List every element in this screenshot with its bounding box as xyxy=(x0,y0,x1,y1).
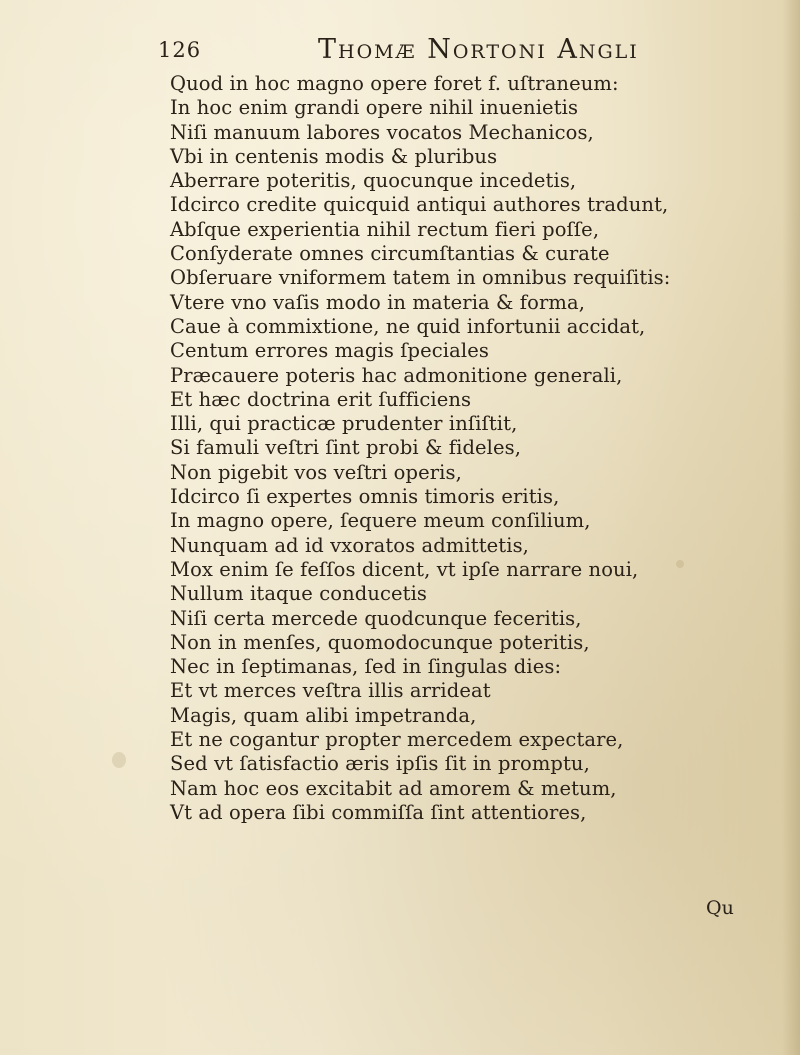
verse-line: Nullum itaque conducetis xyxy=(170,582,428,606)
verse-line: Vbi in centenis modis & pluribus xyxy=(170,144,498,168)
verse-line: Non in menſes, quomodocunque poteritis, xyxy=(170,630,590,654)
verse-line: Aberrare poteritis, quocunque incedetis, xyxy=(170,169,577,193)
foxing-spot xyxy=(676,560,684,568)
page-number: 126 xyxy=(158,38,202,62)
verse-line: Mox enim ſe feſſos dicent, vt ipſe narrare noui, xyxy=(170,557,639,581)
verse-line: Et vt merces veſtra illis arrideat xyxy=(170,679,491,703)
verse-line: Nunquam ad id vxoratos admittetis, xyxy=(170,533,529,557)
verse-line: Non pigebit vos veſtri operis, xyxy=(170,460,462,484)
verse-line: Si famuli veſtri ſint probi & fideles, xyxy=(170,436,522,460)
running-head xyxy=(158,30,678,64)
verse-line: Conſyderate omnes circumſtantias & curate xyxy=(170,242,610,266)
verse-line: Et ne cogantur propter mercedem expectare, xyxy=(170,728,624,752)
verse-line: In magno opere, ſequere meum conſilium, xyxy=(170,509,591,533)
catchword: Qu xyxy=(706,897,734,919)
verse-line: Vtere vno vaſis modo in materia & forma, xyxy=(170,290,586,314)
verse-line: Quod in hoc magno opere foret f. uſtraneum: xyxy=(170,72,619,95)
verse-line: Illi, qui practicæ prudenter inſiſtit, xyxy=(170,412,518,436)
verse-line: Nec in ſeptimanas, ſed in ſingulas dies: xyxy=(170,655,562,679)
verse-line: Magis, quam alibi impetranda, xyxy=(170,703,477,727)
verse-line: Idcirco credite quicquid antiqui authores tradunt, xyxy=(170,193,669,217)
verse-line: Præcauere poteris hac admonitione generali, xyxy=(170,363,623,387)
verse-line: Caue à commixtione, ne quid infortunii accidat, xyxy=(170,314,646,338)
verse-line: Vt ad opera ſibi commiſſa ſint attentiores, xyxy=(170,800,587,824)
verse-line: Nam hoc eos excitabit ad amorem & metum, xyxy=(170,776,617,800)
verse-line: Niſi certa mercede quodcunque feceritis, xyxy=(170,606,582,630)
verse-line: Centum errores magis ſpeciales xyxy=(170,339,489,363)
verse-line: Obſeruare vniformem tatem in omnibus requiſitis: xyxy=(170,266,671,290)
verse-line: Et hæc doctrina erit ſufficiens xyxy=(170,387,472,411)
foxing-spot xyxy=(112,752,126,768)
verse-text xyxy=(170,72,671,825)
verse-line: In hoc enim grandi opere nihil inuenietis xyxy=(170,96,579,120)
verse-line: Abſque experientia nihil rectum fieri poſſe, xyxy=(170,217,600,241)
running-title: Thomæ Nortoni Angli xyxy=(318,34,639,65)
page-edge-shadow xyxy=(782,0,800,1055)
verse-line: Idcirco ſi expertes omnis timoris eritis, xyxy=(170,485,560,509)
verse-line: Sed vt ſatisfactio æris ipſis ſit in promptu, xyxy=(170,752,590,776)
verse-line: Niſi manuum labores vocatos Mechanicos, xyxy=(170,120,594,144)
